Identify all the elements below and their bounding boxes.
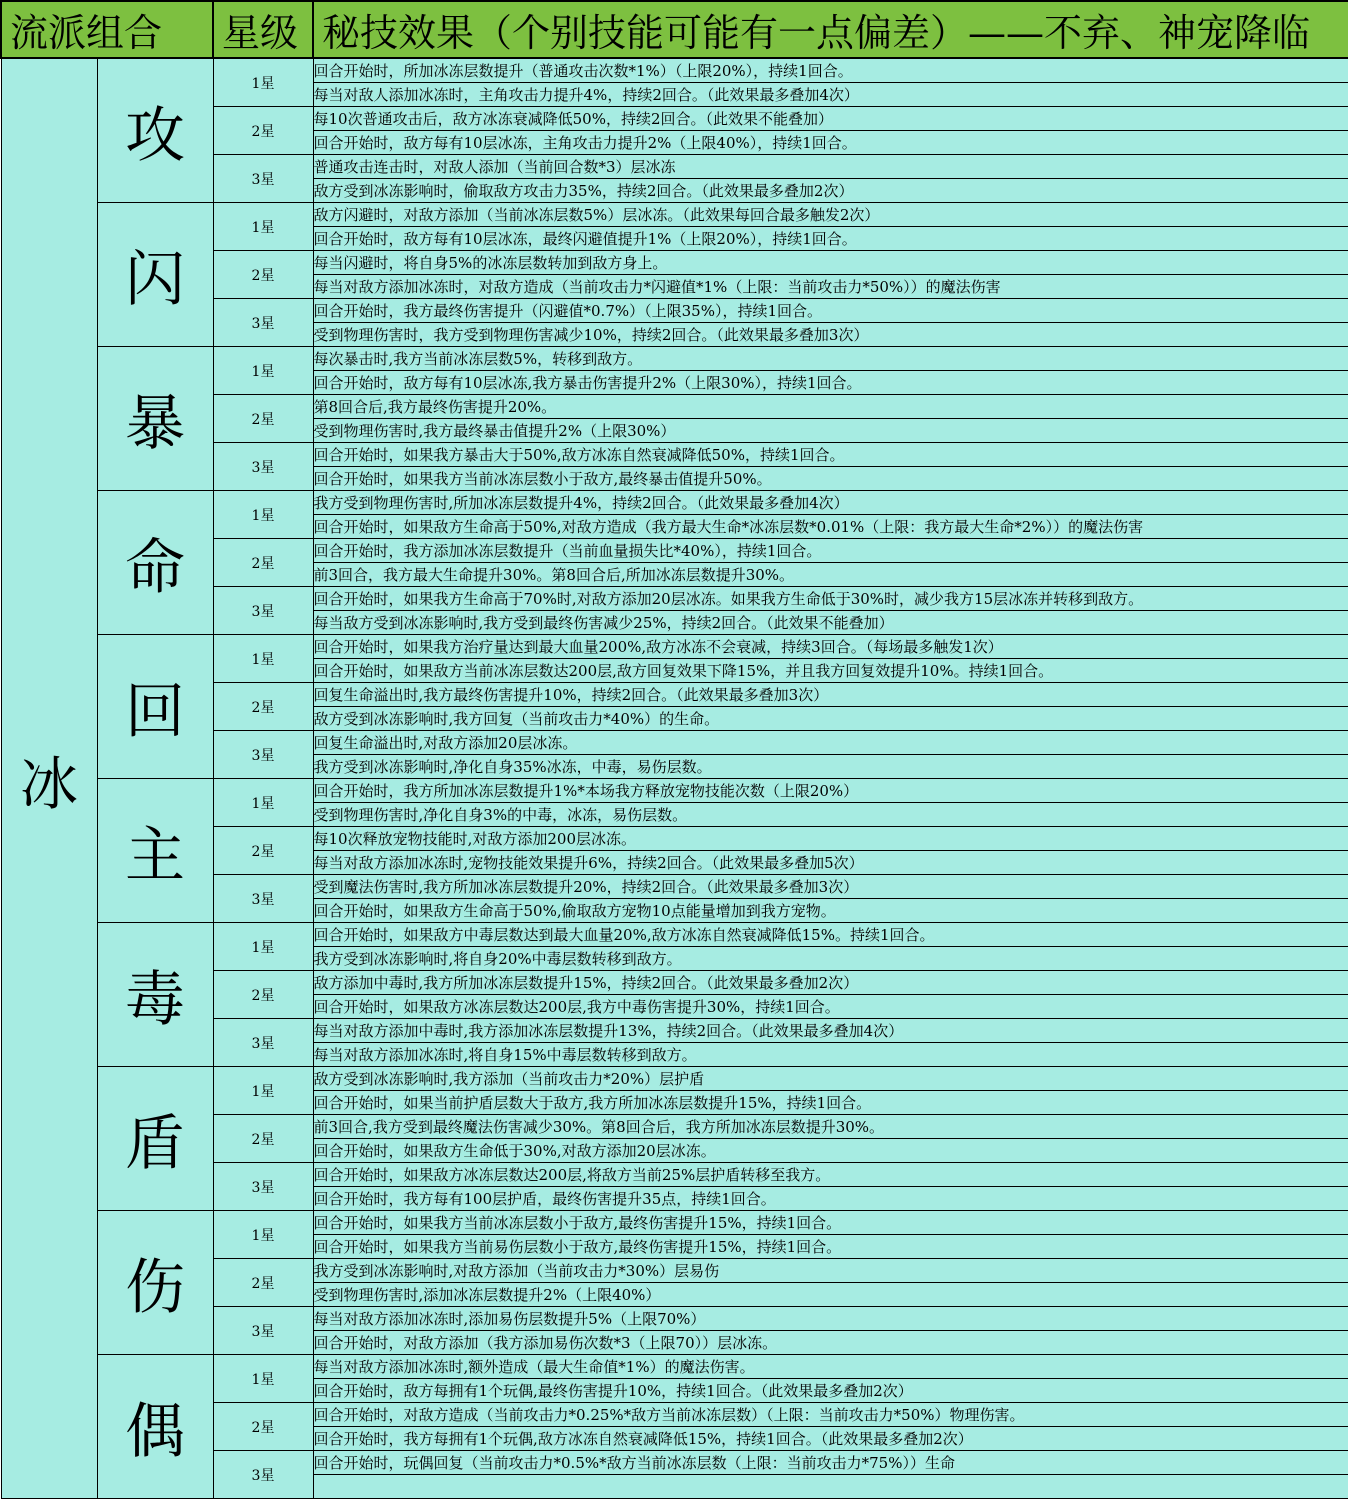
effect-cell[interactable]: 敌方闪避时，对敌方添加（当前冰冻层数5%）层冰冻。（此效果每回合最多触发2次） [313, 203, 1348, 227]
star-cell[interactable]: 3星 [213, 1451, 313, 1499]
star-cell[interactable]: 1星 [213, 58, 313, 107]
effect-cell[interactable]: 受到魔法伤害时,我方所加冰冻层数提升20%，持续2回合。（此效果最多叠加3次） [313, 875, 1348, 899]
star-cell[interactable]: 3星 [213, 1019, 313, 1067]
star-cell[interactable]: 2星 [213, 107, 313, 155]
star-cell[interactable]: 3星 [213, 731, 313, 779]
effect-cell[interactable]: 回合开始时，如果敌方生命高于50%,偷取敌方宠物10点能量增加到我方宠物。 [313, 899, 1348, 923]
effect-cell[interactable]: 我方受到冰冻影响时,净化自身35%冰冻，中毒，易伤层数。 [313, 755, 1348, 779]
effect-cell[interactable]: 前3回合,我方受到最终魔法伤害减少30%。第8回合后，我方所加冰冻层数提升30%。 [313, 1115, 1348, 1139]
star-cell[interactable]: 2星 [213, 539, 313, 587]
star-cell[interactable]: 1星 [213, 779, 313, 827]
star-cell[interactable]: 2星 [213, 971, 313, 1019]
star-cell[interactable]: 1星 [213, 203, 313, 251]
effect-cell[interactable] [313, 1475, 1348, 1499]
table-row [1, 923, 1348, 947]
category-cell[interactable]: 伤 [97, 1211, 213, 1355]
effect-cell[interactable]: 受到物理伤害时,净化自身3%的中毒，冰冻，易伤层数。 [313, 803, 1348, 827]
effect-cell[interactable]: 每当对敌方添加冰冻时,宠物技能效果提升6%，持续2回合。（此效果最多叠加5次） [313, 851, 1348, 875]
effect-cell[interactable]: 回合开始时，我方每有100层护盾，最终伤害提升35点，持续1回合。 [313, 1187, 1348, 1211]
effect-cell[interactable]: 每当对敌方添加中毒时,我方添加冰冻层数提升13%，持续2回合。（此效果最多叠加4次） [313, 1019, 1348, 1043]
star-cell[interactable]: 3星 [213, 1307, 313, 1355]
effect-cell[interactable]: 每当闪避时，将自身5%的冰冻层数转加到敌方身上。 [313, 251, 1348, 275]
header-effect-cell[interactable]: 秘技效果（个别技能可能有一点偏差）——不弃、神宠降临 [313, 1, 1348, 58]
star-cell[interactable]: 2星 [213, 827, 313, 875]
effect-cell[interactable]: 回合开始时，敌方每有10层冰冻，最终闪避值提升1%（上限20%），持续1回合。 [313, 227, 1348, 251]
effect-cell[interactable]: 每当对敌方添加冰冻时,添加易伤层数提升5%（上限70%） [313, 1307, 1348, 1331]
effect-cell[interactable]: 每10次普通攻击后，敌方冰冻衰减降低50%，持续2回合。（此效果不能叠加） [313, 107, 1348, 131]
table-row [1, 1211, 1348, 1235]
effect-cell[interactable]: 回合开始时，所加冰冻层数提升（普通攻击次数*1%）（上限20%），持续1回合。 [313, 58, 1348, 83]
star-cell[interactable]: 2星 [213, 683, 313, 731]
star-cell[interactable]: 1星 [213, 1211, 313, 1259]
star-cell[interactable]: 3星 [213, 299, 313, 347]
effect-cell[interactable]: 回合开始时，如果我方生命高于70%时,对敌方添加20层冰冻。如果我方生命低于30%时，减少我方15层冰冻并转移到敌方。 [313, 587, 1348, 611]
category-cell[interactable]: 攻 [97, 58, 213, 203]
header-school-cell[interactable]: 流派组合 [1, 1, 213, 58]
effect-cell[interactable]: 受到物理伤害时,添加冰冻层数提升2%（上限40%） [313, 1283, 1348, 1307]
category-cell[interactable]: 闪 [97, 203, 213, 347]
star-cell[interactable]: 3星 [213, 443, 313, 491]
effect-cell[interactable]: 回合开始时，我方添加冰冻层数提升（当前血量损失比*40%），持续1回合。 [313, 539, 1348, 563]
effect-cell[interactable]: 前3回合，我方最大生命提升30%。第8回合后,所加冰冻层数提升30%。 [313, 563, 1348, 587]
effect-cell[interactable]: 回合开始时，对敌方造成（当前攻击力*0.25%*敌方当前冰冻层数）（上限：当前攻击力*50%）物理伤害。 [313, 1403, 1348, 1427]
star-cell[interactable]: 3星 [213, 155, 313, 203]
category-cell[interactable]: 回 [97, 635, 213, 779]
star-cell[interactable]: 2星 [213, 1115, 313, 1163]
header-row [1, 1, 1348, 58]
star-cell[interactable]: 2星 [213, 395, 313, 443]
effect-cell[interactable]: 回合开始时，如果敌方中毒层数达到最大血量20%,敌方冰冻自然衰减降低15%。持续1回合。 [313, 923, 1348, 947]
star-cell[interactable]: 1星 [213, 923, 313, 971]
effect-cell[interactable]: 敌方受到冰冻影响时，偷取敌方攻击力35%，持续2回合。（此效果最多叠加2次） [313, 179, 1348, 203]
effect-cell[interactable]: 每当对敌方添加冰冻时,将自身15%中毒层数转移到敌方。 [313, 1043, 1348, 1067]
table-row [1, 491, 1348, 515]
effect-cell[interactable]: 敌方受到冰冻影响时,我方添加（当前攻击力*20%）层护盾 [313, 1067, 1348, 1091]
effect-cell[interactable]: 回合开始时，我方最终伤害提升（闪避值*0.7%）（上限35%），持续1回合。 [313, 299, 1348, 323]
effect-cell[interactable]: 回合开始时，敌方每拥有1个玩偶,最终伤害提升10%，持续1回合。（此效果最多叠加2次） [313, 1379, 1348, 1403]
school-cell[interactable]: 冰 [1, 58, 97, 1499]
effect-cell[interactable]: 我方受到物理伤害时,所加冰冻层数提升4%，持续2回合。（此效果最多叠加4次） [313, 491, 1348, 515]
effect-cell[interactable]: 回合开始时，如果我方当前易伤层数小于敌方,最终伤害提升15%，持续1回合。 [313, 1235, 1348, 1259]
category-cell[interactable]: 毒 [97, 923, 213, 1067]
table-row [1, 1355, 1348, 1379]
star-cell[interactable]: 2星 [213, 1403, 313, 1451]
effect-cell[interactable]: 回合开始时，玩偶回复（当前攻击力*0.5%*敌方当前冰冻层数（上限：当前攻击力*75%））生命 [313, 1451, 1348, 1475]
category-cell[interactable]: 盾 [97, 1067, 213, 1211]
effect-cell[interactable]: 每10次释放宠物技能时,对敌方添加200层冰冻。 [313, 827, 1348, 851]
category-cell[interactable]: 命 [97, 491, 213, 635]
star-cell[interactable]: 1星 [213, 1067, 313, 1115]
effect-cell[interactable]: 回合开始时，对敌方添加（我方添加易伤次数*3（上限70））层冰冻。 [313, 1331, 1348, 1355]
table-row [1, 203, 1348, 227]
effect-cell[interactable]: 每次暴击时,我方当前冰冻层数5%，转移到敌方。 [313, 347, 1348, 371]
star-cell[interactable]: 2星 [213, 251, 313, 299]
effect-cell[interactable]: 我方受到冰冻影响时,将自身20%中毒层数转移到敌方。 [313, 947, 1348, 971]
effect-cell[interactable]: 受到物理伤害时,我方最终暴击值提升2%（上限30%） [313, 419, 1348, 443]
effect-cell[interactable]: 回合开始时，我方所加冰冻层数提升1%*本场我方释放宠物技能次数（上限20%） [313, 779, 1348, 803]
effect-cell[interactable]: 受到物理伤害时，我方受到物理伤害减少10%，持续2回合。（此效果最多叠加3次） [313, 323, 1348, 347]
effect-cell[interactable]: 普通攻击连击时，对敌人添加（当前回合数*3）层冰冻 [313, 155, 1348, 179]
star-cell[interactable]: 3星 [213, 587, 313, 635]
effect-cell[interactable]: 回合开始时，如果我方当前冰冻层数小于敌方,最终伤害提升15%，持续1回合。 [313, 1211, 1348, 1235]
table-row [1, 347, 1348, 371]
star-cell[interactable]: 1星 [213, 1355, 313, 1403]
effect-cell[interactable]: 回复生命溢出时,对敌方添加20层冰冻。 [313, 731, 1348, 755]
effect-cell[interactable]: 每当对敌人添加冰冻时，主角攻击力提升4%，持续2回合。（此效果最多叠加4次） [313, 83, 1348, 107]
effect-cell[interactable]: 回合开始时，如果我方治疗量达到最大血量200%,敌方冰冻不会衰减，持续3回合。（每场最多触发1次） [313, 635, 1348, 659]
effect-cell[interactable]: 回合开始时，敌方每有10层冰冻，主角攻击力提升2%（上限40%），持续1回合。 [313, 131, 1348, 155]
effect-cell[interactable]: 回合开始时，敌方每有10层冰冻,我方暴击伤害提升2%（上限30%），持续1回合。 [313, 371, 1348, 395]
header-star-cell[interactable]: 星级 [213, 1, 313, 58]
category-cell[interactable]: 主 [97, 779, 213, 923]
effect-cell[interactable]: 敌方添加中毒时,我方所加冰冻层数提升15%，持续2回合。（此效果最多叠加2次） [313, 971, 1348, 995]
table-row [1, 58, 1348, 83]
star-cell[interactable]: 3星 [213, 1163, 313, 1211]
table-row [1, 635, 1348, 659]
table-row [1, 1067, 1348, 1091]
star-cell[interactable]: 1星 [213, 491, 313, 539]
star-cell[interactable]: 1星 [213, 635, 313, 683]
effect-cell[interactable]: 回合开始时，如果我方暴击大于50%,敌方冰冻自然衰减降低50%，持续1回合。 [313, 443, 1348, 467]
category-cell[interactable]: 偶 [97, 1355, 213, 1499]
star-cell[interactable]: 3星 [213, 875, 313, 923]
effect-cell[interactable]: 回复生命溢出时,我方最终伤害提升10%，持续2回合。（此效果最多叠加3次） [313, 683, 1348, 707]
effect-cell[interactable]: 每当敌方受到冰冻影响时,我方受到最终伤害减少25%，持续2回合。（此效果不能叠加） [313, 611, 1348, 635]
effect-cell[interactable]: 每当对敌方添加冰冻时，对敌方造成（当前攻击力*闪避值*1%（上限：当前攻击力*50%））的魔法伤害 [313, 275, 1348, 299]
effect-cell[interactable]: 敌方受到冰冻影响时,我方回复（当前攻击力*40%）的生命。 [313, 707, 1348, 731]
effect-cell[interactable]: 回合开始时，如果敌方生命高于50%,对敌方造成（我方最大生命*冰冻层数*0.01%（上限：我方最大生命*2%））的魔法伤害 [313, 515, 1348, 539]
effect-cell[interactable]: 我方受到冰冻影响时,对敌方添加（当前攻击力*30%）层易伤 [313, 1259, 1348, 1283]
star-cell[interactable]: 1星 [213, 347, 313, 395]
effect-cell[interactable]: 回合开始时，如果敌方生命低于30%,对敌方添加20层冰冻。 [313, 1139, 1348, 1163]
table-row [1, 779, 1348, 803]
effect-cell[interactable]: 第8回合后,我方最终伤害提升20%。 [313, 395, 1348, 419]
effect-cell[interactable]: 回合开始时，如果我方当前冰冻层数小于敌方,最终暴击值提升50%。 [313, 467, 1348, 491]
effect-cell[interactable]: 回合开始时，如果当前护盾层数大于敌方,我方所加冰冻层数提升15%，持续1回合。 [313, 1091, 1348, 1115]
category-cell[interactable]: 暴 [97, 347, 213, 491]
effect-cell[interactable]: 每当对敌方添加冰冻时,额外造成（最大生命值*1%）的魔法伤害。 [313, 1355, 1348, 1379]
effect-cell[interactable]: 回合开始时，如果敌方当前冰冻层数达200层,敌方回复效果下降15%，并且我方回复效提升10%。持续1回合。 [313, 659, 1348, 683]
effect-cell[interactable]: 回合开始时，我方每拥有1个玩偶,敌方冰冻自然衰减降低15%，持续1回合。（此效果最多叠加2次） [313, 1427, 1348, 1451]
effect-cell[interactable]: 回合开始时，如果敌方冰冻层数达200层,将敌方当前25%层护盾转移至我方。 [313, 1163, 1348, 1187]
effect-cell[interactable]: 回合开始时，如果敌方冰冻层数达200层,我方中毒伤害提升30%，持续1回合。 [313, 995, 1348, 1019]
star-cell[interactable]: 2星 [213, 1259, 313, 1307]
